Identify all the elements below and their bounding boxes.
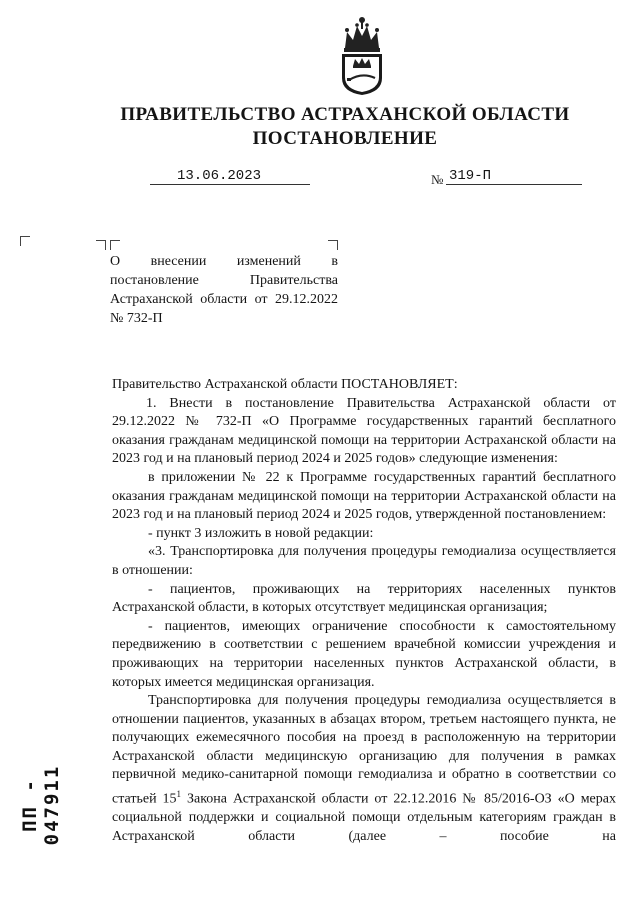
corner-mark-left xyxy=(20,236,30,246)
organization-name: ПРАВИТЕЛЬСТВО АСТРАХАНСКОЙ ОБЛАСТИ xyxy=(120,104,570,125)
body-paragraph-7-part-1: Транспортировка для получения процедуры гемодиализа осуществляется в отношении пациентов, указанных в абзацах втором, третьем настоящего пункта, не получающих ежемесячного пособия на проезд в расположенную на территории Астраханской области медицинскую организацию для получения в рамках первичной медико-санитарной помощи гемодиализа и обратно в соответствии со статьей 15 xyxy=(112,693,616,807)
body-paragraph-3: - пункт 3 изложить в новой редакции: xyxy=(148,525,374,541)
body-paragraph-5: - пациентов, проживающих на территориях населенных пунктов Астраханской области, в которых отсутствует медицинская организация; xyxy=(112,581,616,616)
body-paragraph-2: в приложении № 22 к Программе государственных гарантий бесплатного оказания гражданам медицинской помощи на территории Астраханской области на 2023 год и на плановый период 2024 и 2025 годов, утвержденной постановлением: xyxy=(112,469,616,523)
body-preamble: Правительство Астраханской области ПОСТАНОВЛЯЕТ: xyxy=(112,377,458,392)
document-type: ПОСТАНОВЛЕНИЕ xyxy=(252,128,438,149)
body-paragraph-7-part-2: Закона Астраханской области от 22.12.2016 № 85/2016-ОЗ «О мерах социальной поддержки и социальной помощи отдельным категориям граждан в Астраханской области (далее – пособие на xyxy=(112,791,616,844)
date-underline xyxy=(150,184,310,185)
document-body xyxy=(112,376,616,847)
body-paragraph-4: «3. Транспортировка для получения процедуры гемодиализа осуществляется в отношении: xyxy=(112,544,616,578)
corner-mark-subject-left xyxy=(110,240,120,250)
corner-mark-subject-right-outer xyxy=(96,240,106,250)
number-sign: № xyxy=(431,172,444,187)
corner-mark-subject-right xyxy=(328,240,338,250)
coat-of-arms-emblem xyxy=(337,14,387,96)
document-subject: О внесении изменений в постановление Правительства Астраханской области от 29.12.2022 № 732-П xyxy=(110,254,338,326)
number-underline xyxy=(446,184,582,185)
document-date: 13.06.2023 xyxy=(177,168,262,184)
body-paragraph-7 xyxy=(112,692,616,846)
side-serial-stamp: ПП - 047911 xyxy=(19,764,63,846)
body-paragraph-7-superscript: 1 xyxy=(176,789,182,800)
body-paragraph-1: 1. Внести в постановление Правительства Астраханской области от 29.12.2022 № 732-П «О Программе государственных гарантий бесплатного оказания гражданам медицинской помощи на территории Астраханской области на 2023 год и на плановый период 2024 и 2025 годов» следующие изменения: xyxy=(112,395,616,467)
document-number: 319-П xyxy=(449,168,492,184)
body-paragraph-6: - пациентов, имеющих ограничение способности к самостоятельному передвижению в соответствии с решением врачебной комиссии учреждения и проживающих на территории населенных пунктов Астраханской области, в которых имеется медицинская организация. xyxy=(112,618,616,690)
